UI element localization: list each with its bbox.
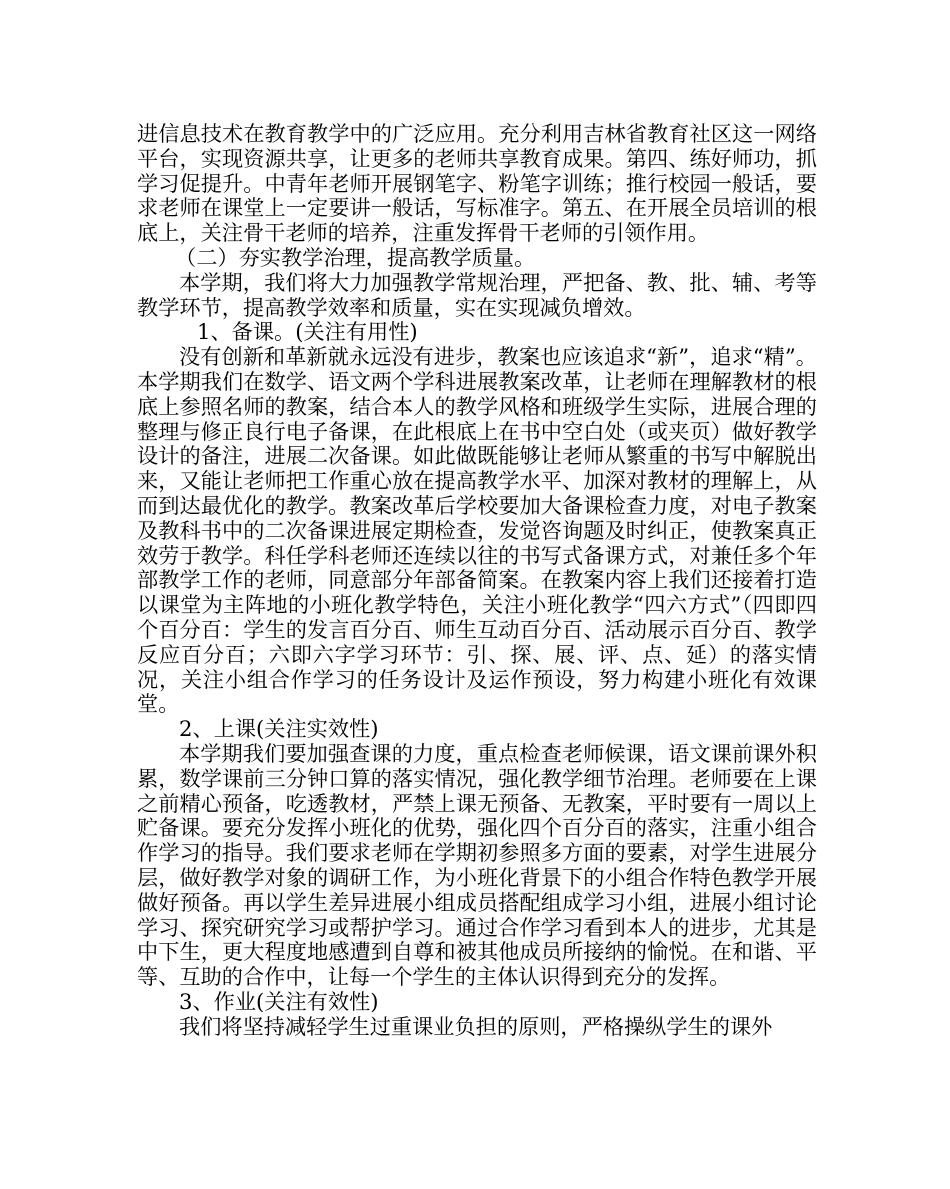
paragraph-lesson-prep: 没有创新和革新就永远没有进步，教案也应该追求“新”，追求“精”。本学期我们在数学、语文两个学科进展教案改革，让老师在理解教材的根底上参照名师的教案，结合本人的教学风格和班级学生实际，进展合理的整理与修正良行电子备课，在此根底上在书中空白处（或夹页）做好教学设计的备注，进展二次备课。如此做既能够让老师从繁重的书写中解脱出来，又能让老师把工作重心放在提高教学水平、加深对教材的理解上，从而到达最优化的教学。教案改革后学校要加大备课检查力度，对电子教案及教科书中的二次备课进展定期检查，发觉咨询题及时纠正，使教案真正效劳于教学。科任学科老师还连续以往的书写式备课方式，对兼任多个年部教学工作的老师，同意部分年部备简案。在教案内容上我们还接着打造以课堂为主阵地的小班化教学特色，关注小班化教学“四六方式”（四即四个百分百：学生的发言百分百、师生互动百分百、活动展示百分百、教学反应百分百；六即六字学习环节：引、探、展、评、点、延）的落实情况，关注小组合作学习的任务设计及运作预设，努力构建小班化有效课堂。	[137, 344, 817, 717]
paragraph-intro-continuation: 进信息技术在教育教学中的广泛应用。充分利用吉林省教育社区这一网络平台，实现资源共享，让更多的老师共享教育成果。第四、练好师功，抓学习促提升。中青年老师开展钢笔字、粉笔字训练；推行校园一般话，要求老师在课堂上一定要讲一般话，写标准字。第五、在开展全员培训的根底上，关注骨干老师的培养，注重发挥骨干老师的引领作用。	[137, 121, 817, 246]
section-heading-teaching-management: （二）夯实教学治理，提高教学质量。	[175, 244, 536, 270]
item-heading-lesson-prep: 1、备课。(关注有用性)	[197, 319, 418, 345]
paragraph-management-overview: 本学期，我们将大力加强教学常规治理，严把备、教、批、辅、考等教学环节，提高教学效率和质量，实在实现减负增效。	[137, 269, 817, 320]
paragraph-homework: 我们将坚持减轻学生过重课业负担的原则，严格操纵学生的课外	[179, 1013, 773, 1039]
paragraph-teaching: 本学期我们要加强查课的力度，重点检查老师候课，语文课前课外积累，数学课前三分钟口算的落实情况，强化教学细节治理。老师要在上课之前精心预备，吃透教材，严禁上课无预备、无教案，平时要有一周以上贮备课。要充分发挥小班化的优势，强化四个百分百的落实，注重小组合作学习的指导。我们要求老师在学期初参照多方面的要素，对学生进展分层，做好教学对象的调研工作，为小班化背景下的小组合作特色教学开展做好预备。再以学生差异进展小组成员搭配组成学习小组，进展小组讨论学习、探究研究学习或帮护学习。通过合作学习看到本人的进步，尤其是中下生，更大程度地感遭到自尊和被其他成员所接纳的愉悦。在和谐、平等、互助的合作中，让每一个学生的主体认识得到充分的发挥。	[137, 740, 817, 990]
document-body	[137, 122, 817, 1039]
item-heading-teaching: 2、上课(关注实效性)	[179, 716, 379, 742]
item-heading-homework: 3、作业(关注有效性)	[179, 988, 379, 1014]
